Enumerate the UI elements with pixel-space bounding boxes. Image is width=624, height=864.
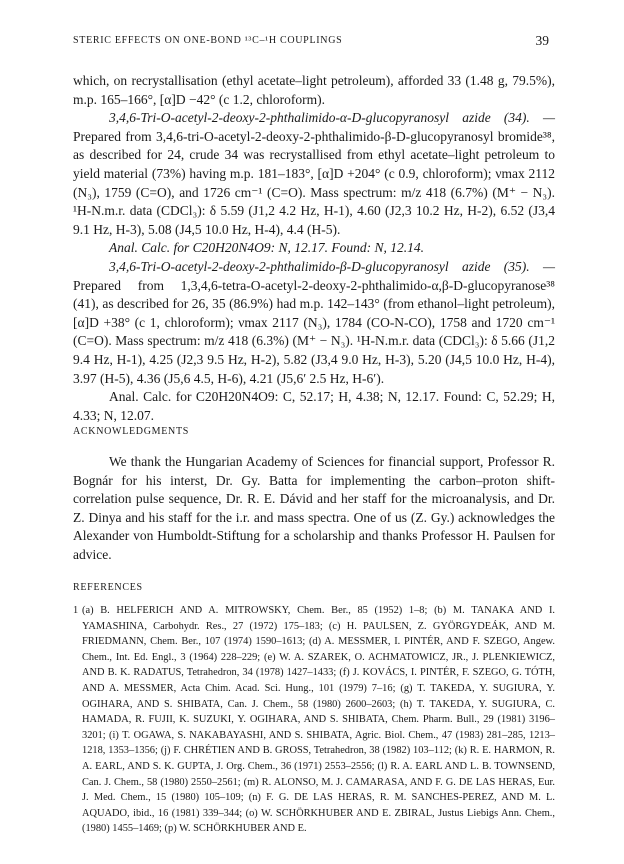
compound-34-title: 3,4,6-Tri-O-acetyl-2-deoxy-2-phthalimido-α-D-glucopyranosyl azide (34). — [109,110,555,126]
acknowledgments-heading: ACKNOWLEDGMENTS [73,426,190,437]
page-number: 39 [535,33,549,48]
reference-number: 1 [73,605,79,616]
experimental-text [73,72,555,425]
references-list [73,603,555,837]
running-title: STERIC EFFECTS ON ONE-BOND ¹³C–¹H COUPLINGS [73,35,343,46]
page-header [73,35,551,51]
compound-34-text: Prepared from 3,4,6-tri-O-acetyl-2-deoxy-2-phthalimido-β-D-glucopyranosyl bromide³⁸, as described for 24, crude 34 was recrystallised from ethyl acetate–light petroleum to yield material (73%) having m.p. 181–183°, [α]D +204° (c 0.9, chloroform); νmax 2112 (N₃), 1759 (C=O), and 1726 cm⁻¹ (C=O). Mass spectrum: m/z 418 (6.7%) (M⁺ − N₃). ¹H-N.m.r. data (CDCl₃): δ 5.59 (J1,2 4.2 Hz, H-1), 4.60 (J2,3 10.2 Hz, H-2), 6.52 (J3,4 9.1 Hz, H-3), 5.08 (J4,5 10.0 Hz, H-4), 4.4 (H-5). [73,128,555,237]
paragraph-compound-33: which, on recrystallisation (ethyl acetate–light petroleum), afforded 33 (1.48 g, 79.5%), m.p. 165–166°, [α]D −42° (c 1.2, chloroform). [73,73,555,107]
compound-35-title: 3,4,6-Tri-O-acetyl-2-deoxy-2-phthalimido-β-D-glucopyranosyl azide (35). — [109,258,555,274]
reference-text: (a) B. HELFERICH AND A. MITROWSKY, Chem. Ber., 85 (1952) 1–8; (b) M. TANAKA AND I. YAMASHINA, Carbohydr. Res., 27 (1972) 175–183; (c) H. PAULSEN, Z. GYÖRGYDEÁK, AND M. FRIEDMANN, Chem. Ber., 107 (1974) 1590–1613; (d) A. MESSMER, I. PINTÉR, AND F. SZEGO, Angew. Chem., Int. Ed. Engl., 3 (1964) 228–229; (e) W. A. SZAREK, O. ACHMATOWICZ, JR., J. PLENKIEWICZ, AND B. K. RADATUS, Tetrahedron, 34 (1978) 1427–1433; (f) J. KOVÁCS, I. PINTÉR, F. SZEGO, G. TÓTH, AND A. MESSMER, Acta Chim. Acad. Sci. Hung., 101 (1979) 7–16; (g) T. TAKEDA, Y. SUGIURA, Y. OGIHARA, AND S. SHIBATA, Can. J. Chem., 58 (1980) 2600–2603; (h) T. TAKEDA, Y. SUGIURA, C. HAMADA, R. FUJII, K. SUZUKI, Y. OGIHARA, AND S. SHIBATA, Chem. Pharm. Bull., 29 (1981) 3196–3201; (i) T. OGAWA, S. NAKABAYASHI, AND S. SHIBATA, Agric. Biol. Chem., 47 (1983) 281–285, 1213–1218, 1353–1356; (j) F. CHRÉTIEN AND B. GROSS, Tetrahedron, 38 (1982) 103–112; (k) R. E. HARMON, R. A. EARL, AND S. K. GUPTA, J. Org. Chem., 36 (1971) 2553–2556; (l) R. A. EARL AND L. B. TOWNSEND, Can. J. Chem., 58 (1980) 2550–2561; (m) R. ALONSO, M. J. CAMARASA, AND F. G. DE LAS HERAS, Eur. J. Med. Chem., 15 (1980) 105–109; (n) F. G. DE LAS HERAS, R. M. SANCHES-PEREZ, AND M. L. AQUADO, ibid., 16 (1981) 339–344; (o) W. SCHÖRKHUBER AND E. ZBIRAL, Justus Liebigs Ann. Chem., (1980) 1455–1469; (p) W. SCHÖRKHUBER AND E. [82,605,555,835]
analysis-compound-34: Anal. Calc. for C20H20N4O9: N, 12.17. Found: N, 12.14. [109,240,425,256]
paragraph-compound-35 [73,258,555,388]
acknowledgments-text: We thank the Hungarian Academy of Sciences for financial support, Professor R. Bognár for his interst, Dr. Gy. Batta for implementing the carbon–proton shift-correlation pulse sequence, Dr. R. E. Dávid and her staff for the microanalysis, and Dr. Z. Dinya and his staff for the i.r. and mass spectra. One of us (Z. Gy.) acknowledges the Alexander von Humboldt-Stiftung for a scholarship and thanks Professor H. Paulsen for advice. [73,454,555,562]
acknowledgments-section [73,453,555,565]
compound-35-text: Prepared from 1,3,4,6-tetra-O-acetyl-2-deoxy-2-phthalimido-α,β-D-glucopyranose³⁸ (41), as described for 26, 35 (86.9%) had m.p. 142–143° (from ethanol–light petroleum), [α]D +38° (c 1, chloroform); νmax 2117 (N₃), 1784 (CO-N-CO), 1758 and 1720 cm⁻¹ (C=O). Mass spectrum: m/z 418 (6.3%) (M⁺ − N₃). ¹H-N.m.r. data (CDCl₃): δ 5.66 (J1,2 9.4 Hz, H-1), 4.25 (J2,3 9.5 Hz, H-2), 5.82 (J3,4 9.0 Hz, H-3), 5.20 (J4,5 10.0 Hz, H-4), 3.97 (H-5), 4.36 (J5,6 4.5, H-6), 4.21 (J5,6′ 2.5 Hz, H-6′). [73,277,555,386]
paragraph-compound-34 [73,109,555,239]
analysis-compound-35: Anal. Calc. for C20H20N4O9: C, 52.17; H, 4.38; N, 12.17. Found: C, 52.29; H, 4.33; N, 12.07. [73,389,555,423]
references-heading: REFERENCES [73,582,143,593]
